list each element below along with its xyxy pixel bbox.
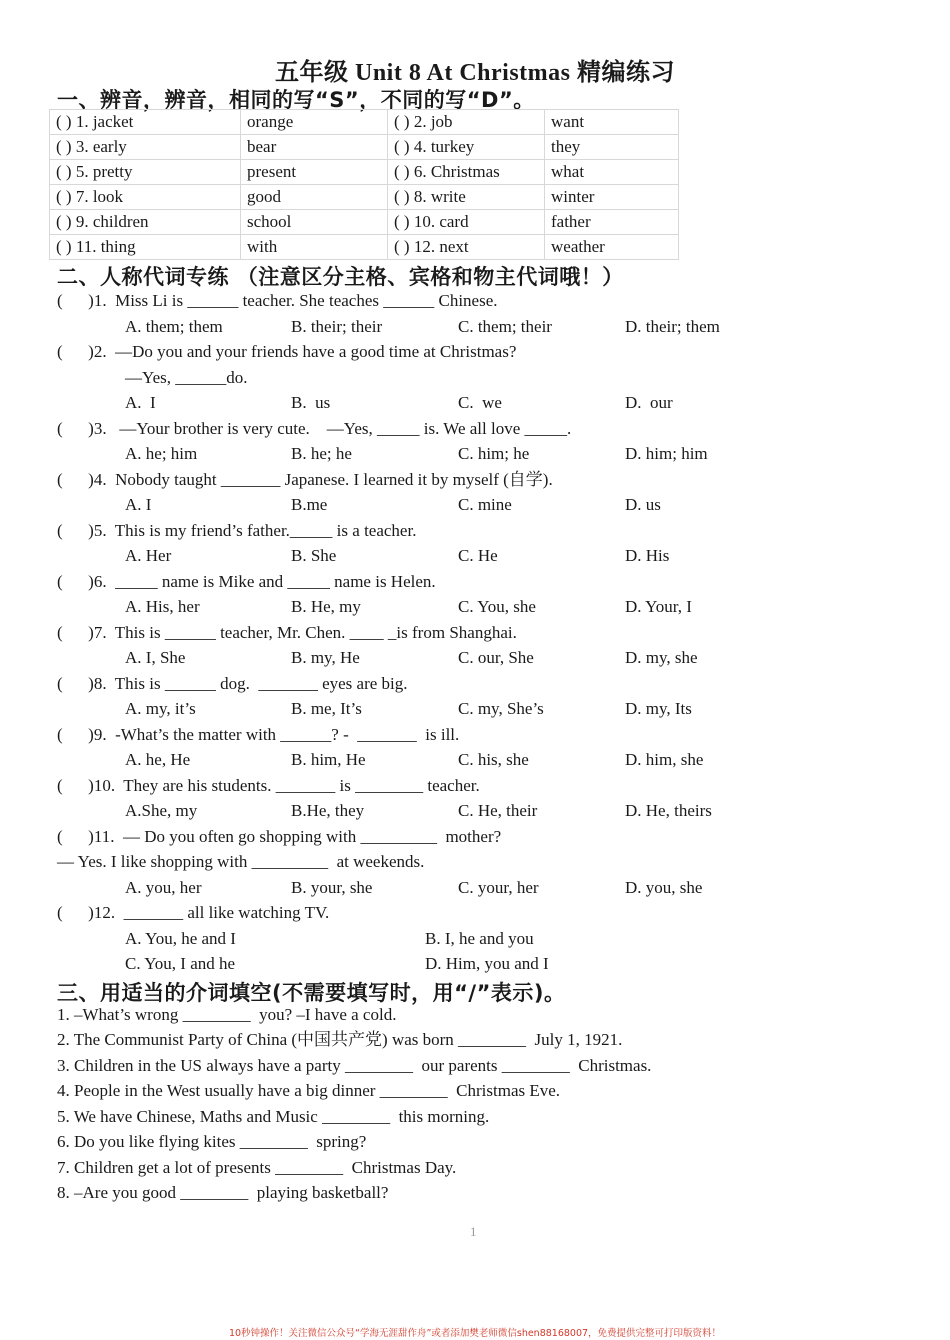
- option-b: B.He, they: [291, 801, 365, 820]
- table-cell: ( ) 3. early: [50, 135, 241, 160]
- option-b: B. your, she: [291, 878, 373, 897]
- option-a: A. I: [125, 393, 156, 412]
- table-cell: want: [545, 110, 679, 135]
- table-row: [50, 135, 679, 160]
- option-a: A. he; him: [125, 444, 198, 463]
- option-a: A. I, She: [125, 648, 186, 667]
- phonics-table: [49, 109, 679, 260]
- option-d: D. you, she: [625, 878, 703, 897]
- table-cell: bear: [241, 135, 388, 160]
- question-stem: ( )5. This is my friend’s father._____ is a teacher.: [57, 521, 417, 540]
- table-cell: ( ) 6. Christmas: [388, 160, 545, 185]
- option-c: C. your, her: [458, 878, 539, 897]
- page-number: 1: [470, 1224, 477, 1239]
- section1-heading: 一、辨音，辨音，相同的写“S”，不同的写“D”。: [57, 88, 535, 112]
- question-stem: ( )3. —Your brother is very cute. —Yes, _____ is. We all love _____.: [57, 419, 572, 438]
- table-cell: ( ) 11. thing: [50, 235, 241, 260]
- option-d: D. him, she: [625, 750, 704, 769]
- question-stem: ( )6. _____ name is Mike and _____ name is Helen.: [57, 572, 436, 591]
- option-d: D. their; them: [625, 317, 720, 336]
- table-cell: good: [241, 185, 388, 210]
- question-stem: ( )1. Miss Li is ______ teacher. She teaches ______ Chinese.: [57, 291, 498, 310]
- table-row: [50, 185, 679, 210]
- question-stem: ( )9. -What’s the matter with ______? - _______ is ill.: [57, 725, 460, 744]
- option-b: B. She: [291, 546, 337, 565]
- table-cell: ( ) 10. card: [388, 210, 545, 235]
- table-cell: ( ) 4. turkey: [388, 135, 545, 160]
- question-stem: ( )4. Nobody taught _______ Japanese. I learned it by myself (自学).: [57, 470, 553, 489]
- option-a: A. Her: [125, 546, 172, 565]
- table-cell: what: [545, 160, 679, 185]
- table-cell: winter: [545, 185, 679, 210]
- table-cell: ( ) 7. look: [50, 185, 241, 210]
- table-cell: ( ) 8. write: [388, 185, 545, 210]
- option-c: C. You, she: [458, 597, 536, 616]
- question-stem-2: — Yes. I like shopping with _________ at weekends.: [57, 852, 425, 871]
- fill-item: 6. Do you like flying kites ________ spring?: [57, 1132, 367, 1151]
- option-a: A. His, her: [125, 597, 200, 616]
- fill-item: 2. The Communist Party of China (中国共产党) was born ________ July 1, 1921.: [57, 1030, 623, 1049]
- table-cell: ( ) 1. jacket: [50, 110, 241, 135]
- option-c: C. mine: [458, 495, 512, 514]
- table-cell: ( ) 9. children: [50, 210, 241, 235]
- table-row: [50, 210, 679, 235]
- option-b: B. he; he: [291, 444, 352, 463]
- option-b: B. I, he and you: [425, 929, 534, 948]
- page-title: 五年级 Unit 8 At Christmas 精编练习: [274, 60, 675, 86]
- question-stem-2: —Yes, ______do.: [125, 368, 248, 387]
- option-d: D. our: [625, 393, 673, 412]
- option-c: C. them; their: [458, 317, 552, 336]
- table-cell: orange: [241, 110, 388, 135]
- option-c: C. we: [458, 393, 502, 412]
- option-d: D. Him, you and I: [425, 954, 549, 973]
- option-b: B.me: [291, 495, 328, 514]
- option-b: B. He, my: [291, 597, 361, 616]
- table-cell: with: [241, 235, 388, 260]
- table-cell: ( ) 2. job: [388, 110, 545, 135]
- option-b: B. my, He: [291, 648, 360, 667]
- option-d: D. us: [625, 495, 661, 514]
- section2-heading: 二、人称代词专练 （注意区分主格、宾格和物主代词哦！）: [57, 265, 624, 289]
- option-b: B. us: [291, 393, 331, 412]
- option-a: A. you, her: [125, 878, 202, 897]
- option-c: C. our, She: [458, 648, 534, 667]
- option-c: C. his, she: [458, 750, 529, 769]
- option-d: D. my, she: [625, 648, 698, 667]
- table-row: [50, 160, 679, 185]
- option-c: C. my, She’s: [458, 699, 544, 718]
- table-cell: present: [241, 160, 388, 185]
- question-stem: ( )2. —Do you and your friends have a good time at Christmas?: [57, 342, 517, 361]
- option-b: B. me, It’s: [291, 699, 362, 718]
- table-row: [50, 110, 679, 135]
- option-b: B. him, He: [291, 750, 366, 769]
- option-c: C. He: [458, 546, 498, 565]
- question-stem: ( )11. — Do you often go shopping with _________ mother?: [57, 827, 502, 846]
- fill-item: 8. –Are you good ________ playing basketball?: [57, 1183, 389, 1202]
- question-stem: ( )8. This is ______ dog. _______ eyes are big.: [57, 674, 408, 693]
- fill-item: 3. Children in the US always have a party ________ our parents ________ Christmas.: [57, 1056, 652, 1075]
- table-cell: school: [241, 210, 388, 235]
- table-cell: weather: [545, 235, 679, 260]
- option-d: D. my, Its: [625, 699, 692, 718]
- option-c: C. him; he: [458, 444, 530, 463]
- fill-item: 1. –What’s wrong ________ you? –I have a cold.: [57, 1005, 397, 1024]
- option-d: D. Your, I: [625, 597, 692, 616]
- option-d: D. His: [625, 546, 670, 565]
- option-c: C. You, I and he: [125, 954, 236, 973]
- option-a: A. them; them: [125, 317, 223, 336]
- question-stem: ( )10. They are his students. _______ is ________ teacher.: [57, 776, 480, 795]
- option-a: A. my, it’s: [125, 699, 196, 718]
- option-c: C. He, their: [458, 801, 538, 820]
- option-a: A. he, He: [125, 750, 191, 769]
- fill-item: 7. Children get a lot of presents ________ Christmas Day.: [57, 1158, 457, 1177]
- table-cell: father: [545, 210, 679, 235]
- table-row: [50, 235, 679, 260]
- section3-heading: 三、用适当的介词填空(不需要填写时，用“/”表示)。: [57, 981, 566, 1005]
- fill-item: 5. We have Chinese, Maths and Music ________ this morning.: [57, 1107, 490, 1126]
- option-a: A. I: [125, 495, 152, 514]
- option-a: A.She, my: [125, 801, 198, 820]
- question-stem: ( )7. This is ______ teacher, Mr. Chen. ____ _is from Shanghai.: [57, 623, 517, 642]
- question-stem: ( )12. _______ all like watching TV.: [57, 903, 330, 922]
- option-b: B. their; their: [291, 317, 383, 336]
- table-cell: ( ) 5. pretty: [50, 160, 241, 185]
- option-d: D. He, theirs: [625, 801, 712, 820]
- option-a: A. You, he and I: [125, 929, 236, 948]
- fill-item: 4. People in the West usually have a big dinner ________ Christmas Eve.: [57, 1081, 561, 1100]
- table-cell: they: [545, 135, 679, 160]
- table-cell: ( ) 12. next: [388, 235, 545, 260]
- option-d: D. him; him: [625, 444, 708, 463]
- footer-note: 10秒钟操作！关注微信公众号“学海无涯甜作舟”或者添加樊老师微信shen88168007，免费提供完整可打印版资料！: [228, 1328, 722, 1339]
